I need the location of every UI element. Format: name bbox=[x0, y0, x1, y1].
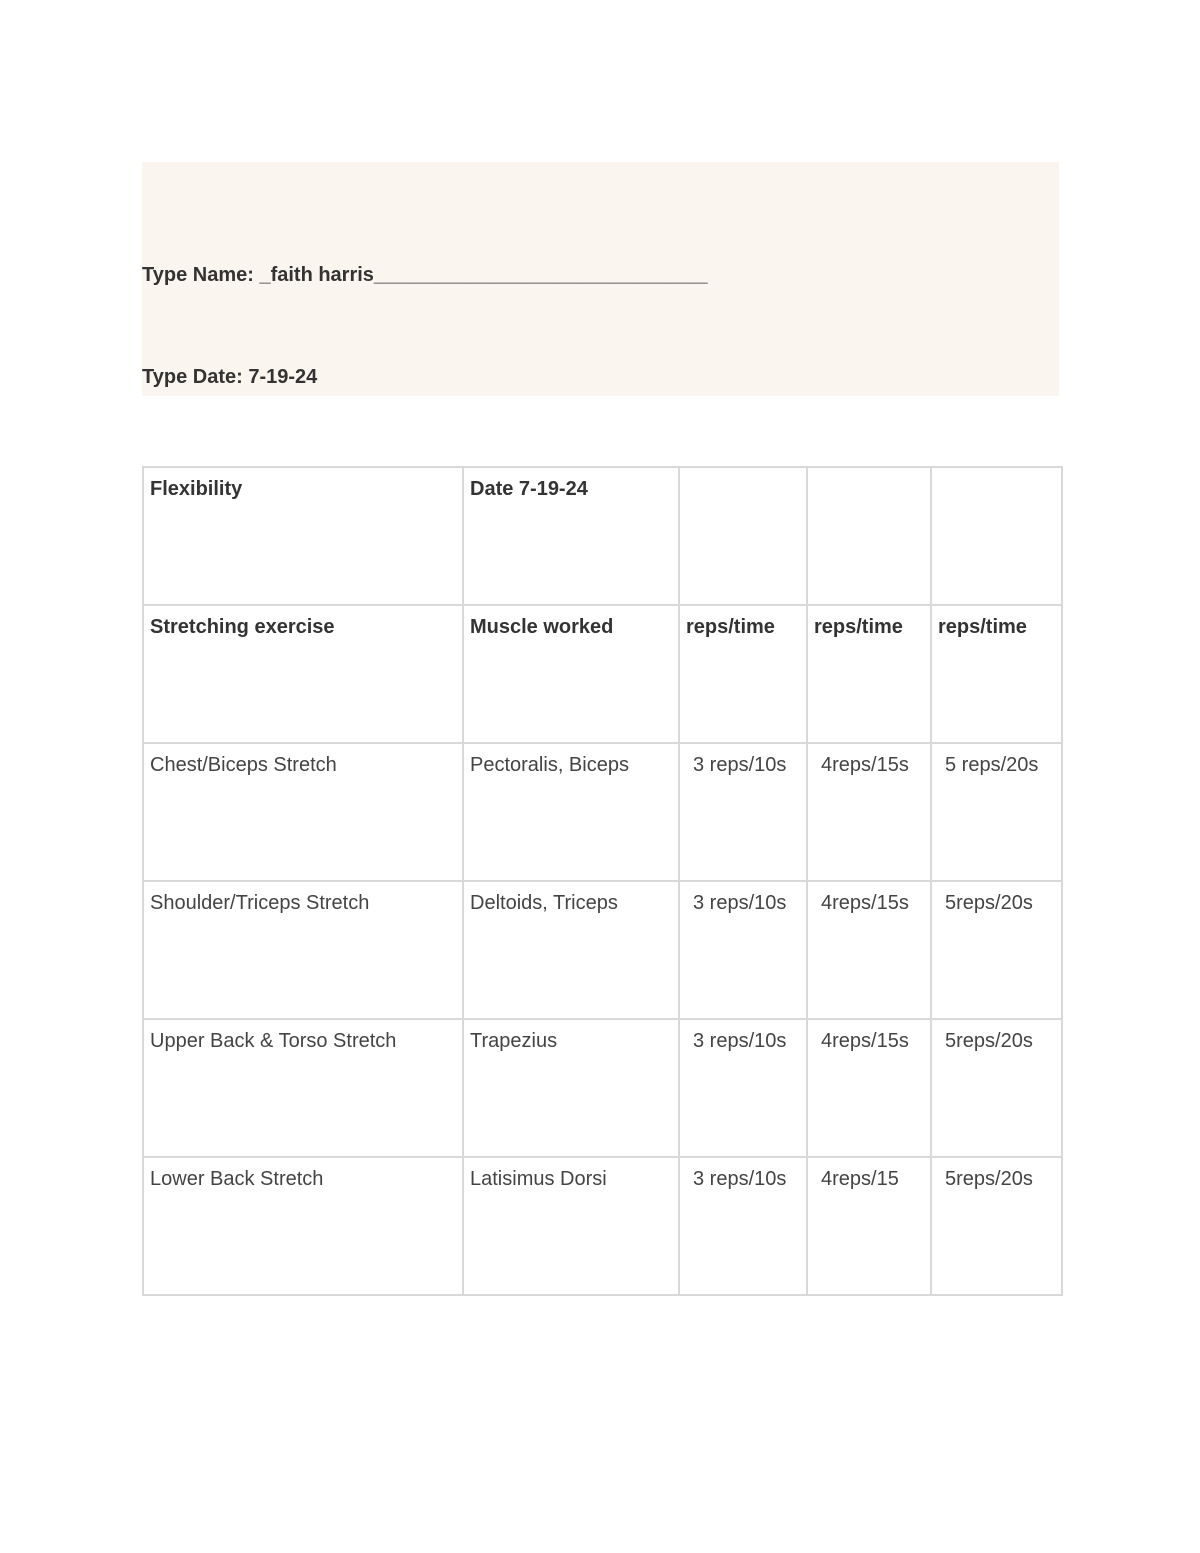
muscle-cell: Deltoids, Triceps bbox=[463, 881, 679, 1019]
reps-cell: 3 reps/10s bbox=[679, 881, 807, 1019]
muscle-cell: Latisimus Dorsi bbox=[463, 1157, 679, 1295]
flexibility-log-table bbox=[142, 466, 1063, 1296]
reps-cell: 5reps/20s bbox=[931, 881, 1062, 1019]
reps-cell: 5reps/20s bbox=[931, 1157, 1062, 1295]
column-header: reps/time bbox=[679, 605, 807, 743]
reps-cell: 5 reps/20s bbox=[931, 743, 1062, 881]
muscle-cell: Trapezius bbox=[463, 1019, 679, 1157]
table-date-cell: Date 7-19-24 bbox=[463, 467, 679, 605]
date-field: Type Date: 7-19-24 bbox=[142, 366, 318, 388]
table-cell bbox=[679, 467, 807, 605]
reps-cell: 4reps/15s bbox=[807, 743, 931, 881]
muscle-cell: Pectoralis, Biceps bbox=[463, 743, 679, 881]
exercise-cell: Upper Back & Torso Stretch bbox=[143, 1019, 463, 1157]
table-cell bbox=[931, 467, 1062, 605]
reps-cell: 3 reps/10s bbox=[679, 1019, 807, 1157]
table-row bbox=[143, 743, 1062, 881]
name-field: Type Name: _faith harris______________________________ bbox=[142, 264, 708, 286]
column-header: reps/time bbox=[807, 605, 931, 743]
column-header: Stretching exercise bbox=[143, 605, 463, 743]
reps-cell: 4reps/15s bbox=[807, 1019, 931, 1157]
reps-cell: 4reps/15 bbox=[807, 1157, 931, 1295]
exercise-cell: Chest/Biceps Stretch bbox=[143, 743, 463, 881]
reps-cell: 3 reps/10s bbox=[679, 743, 807, 881]
column-header: reps/time bbox=[931, 605, 1062, 743]
column-header-row bbox=[143, 605, 1062, 743]
table-row bbox=[143, 1157, 1062, 1295]
table-row bbox=[143, 1019, 1062, 1157]
exercise-cell: Lower Back Stretch bbox=[143, 1157, 463, 1295]
exercise-cell: Shoulder/Triceps Stretch bbox=[143, 881, 463, 1019]
reps-cell: 3 reps/10s bbox=[679, 1157, 807, 1295]
title-row bbox=[143, 467, 1062, 605]
column-header: Muscle worked bbox=[463, 605, 679, 743]
table-cell bbox=[807, 467, 931, 605]
table-row bbox=[143, 881, 1062, 1019]
table-title-cell: Flexibility bbox=[143, 467, 463, 605]
reps-cell: 4reps/15s bbox=[807, 881, 931, 1019]
reps-cell: 5reps/20s bbox=[931, 1019, 1062, 1157]
